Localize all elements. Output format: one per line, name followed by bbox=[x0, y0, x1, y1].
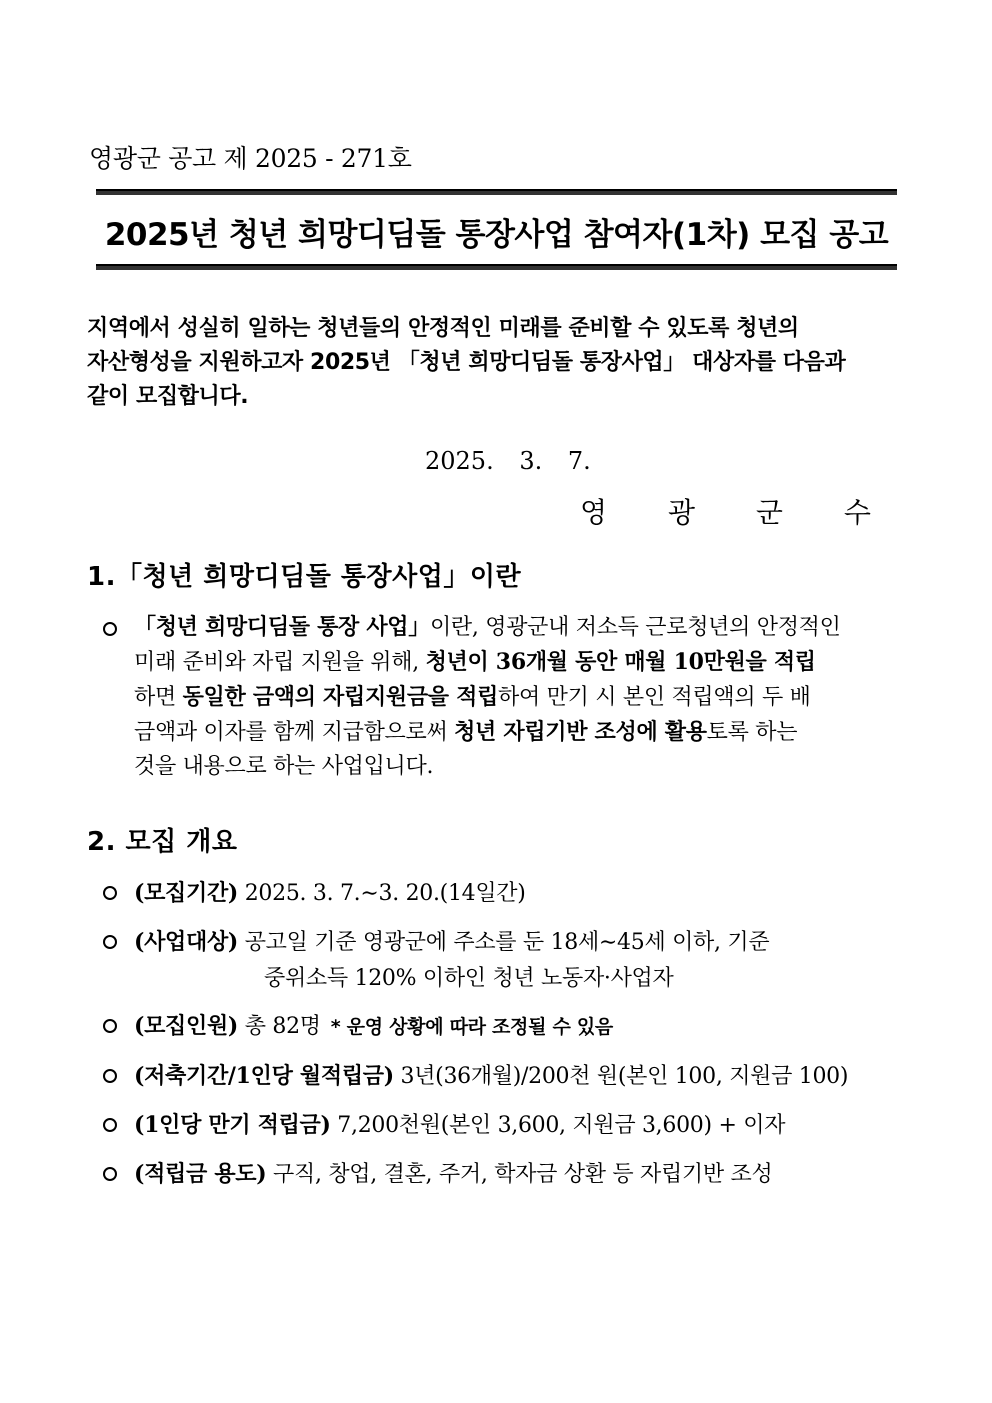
paragraph-line bbox=[134, 750, 909, 784]
circle-bullet-icon bbox=[103, 1019, 117, 1033]
title-box bbox=[96, 189, 897, 270]
bold-text: 청년이 36개월 동안 매월 10만원을 적립 bbox=[425, 649, 816, 675]
overview-item-target bbox=[134, 925, 769, 956]
item-text: 총 82명 bbox=[238, 1014, 321, 1039]
text: 하여 만기 시 본인 적립액의 두 배 bbox=[498, 685, 811, 710]
text: 것을 내용으로 하는 사업입니다. bbox=[134, 754, 434, 779]
bold-text: 청년 자립기반 조성에 활용 bbox=[454, 719, 707, 745]
circle-bullet-icon bbox=[103, 622, 117, 636]
section-1-paragraph bbox=[134, 610, 909, 784]
intro-line: 자산형성을 지원하고자 2025년 「청년 희망디딤돌 통장사업」 대상자를 다음과 bbox=[87, 350, 846, 375]
title-top-rule bbox=[96, 189, 897, 195]
section-2-heading: 2. 모집 개요 bbox=[87, 827, 238, 857]
item-label: (사업대상) bbox=[134, 929, 239, 955]
paragraph-line bbox=[134, 680, 909, 715]
text: 하면 bbox=[134, 685, 183, 710]
item-text: 2025. 3. 7.∼3. 20.(14일간) bbox=[238, 881, 526, 906]
text: 미래 준비와 자립 지원을 위해, bbox=[134, 650, 426, 675]
circle-bullet-icon bbox=[103, 1118, 117, 1132]
intro-line: 같이 모집합니다. bbox=[87, 384, 249, 409]
text: 금액과 이자를 함께 지급함으로써 bbox=[134, 720, 455, 745]
item-text: 구직, 창업, 결혼, 주거, 학자금 상환 등 자립기반 조성 bbox=[266, 1162, 773, 1187]
paragraph-line bbox=[134, 645, 909, 680]
overview-item-period bbox=[134, 876, 526, 907]
overview-item-target-continued: 중위소득 120% 이하인 청년 노동자·사업자 bbox=[264, 966, 674, 991]
item-label: (적립금 용도) bbox=[134, 1161, 267, 1187]
paragraph-line bbox=[134, 610, 909, 645]
circle-bullet-icon bbox=[103, 1167, 117, 1181]
item-label: (모집기간) bbox=[134, 880, 239, 906]
text: 토록 하는 bbox=[706, 720, 798, 745]
title-bottom-rule bbox=[96, 264, 897, 270]
item-label: (저축기간/1인당 월적립금) bbox=[134, 1063, 394, 1089]
circle-bullet-icon bbox=[103, 935, 117, 949]
item-label: (모집인원) bbox=[134, 1013, 239, 1039]
overview-item-headcount bbox=[134, 1009, 613, 1040]
circle-bullet-icon bbox=[103, 886, 117, 900]
announcement-date: 2025. 3. 7. bbox=[425, 447, 591, 475]
overview-item-savings-term bbox=[134, 1059, 848, 1090]
intro-paragraph bbox=[87, 312, 907, 414]
overview-item-usage bbox=[134, 1157, 772, 1188]
item-note: * 운영 상황에 따라 조정될 수 있음 bbox=[330, 1016, 613, 1038]
signer: 영 광 군 수 bbox=[580, 496, 897, 529]
item-text: 7,200천원(본인 3,600, 지원금 3,600) + 이자 bbox=[330, 1113, 786, 1138]
paragraph-line bbox=[134, 715, 909, 750]
overview-item-maturity-amount bbox=[134, 1108, 785, 1139]
intro-line: 지역에서 성실히 일하는 청년들의 안정적인 미래를 준비할 수 있도록 청년의 bbox=[87, 316, 799, 341]
item-label: (1인당 만기 적립금) bbox=[134, 1112, 331, 1138]
section-1-heading: 1.「청년 희망디딤돌 통장사업」이란 bbox=[87, 562, 522, 592]
bold-text: 「청년 희망디딤돌 통장 사업」 bbox=[134, 614, 430, 640]
bold-text: 동일한 금액의 자립지원금을 적립 bbox=[182, 684, 499, 710]
circle-bullet-icon bbox=[103, 1069, 117, 1083]
text: 이란, 영광군내 저소득 근로청년의 안정적인 bbox=[429, 615, 841, 640]
notice-number: 영광군 공고 제 2025 - 271호 bbox=[89, 144, 412, 173]
item-text: 공고일 기준 영광군에 주소를 둔 18세∼45세 이하, 기준 bbox=[238, 930, 770, 955]
item-text: 3년(36개월)/200천 원(본인 100, 지원금 100) bbox=[393, 1064, 849, 1089]
document-title: 2025년 청년 희망디딤돌 통장사업 참여자(1차) 모집 공고 bbox=[104, 217, 889, 253]
